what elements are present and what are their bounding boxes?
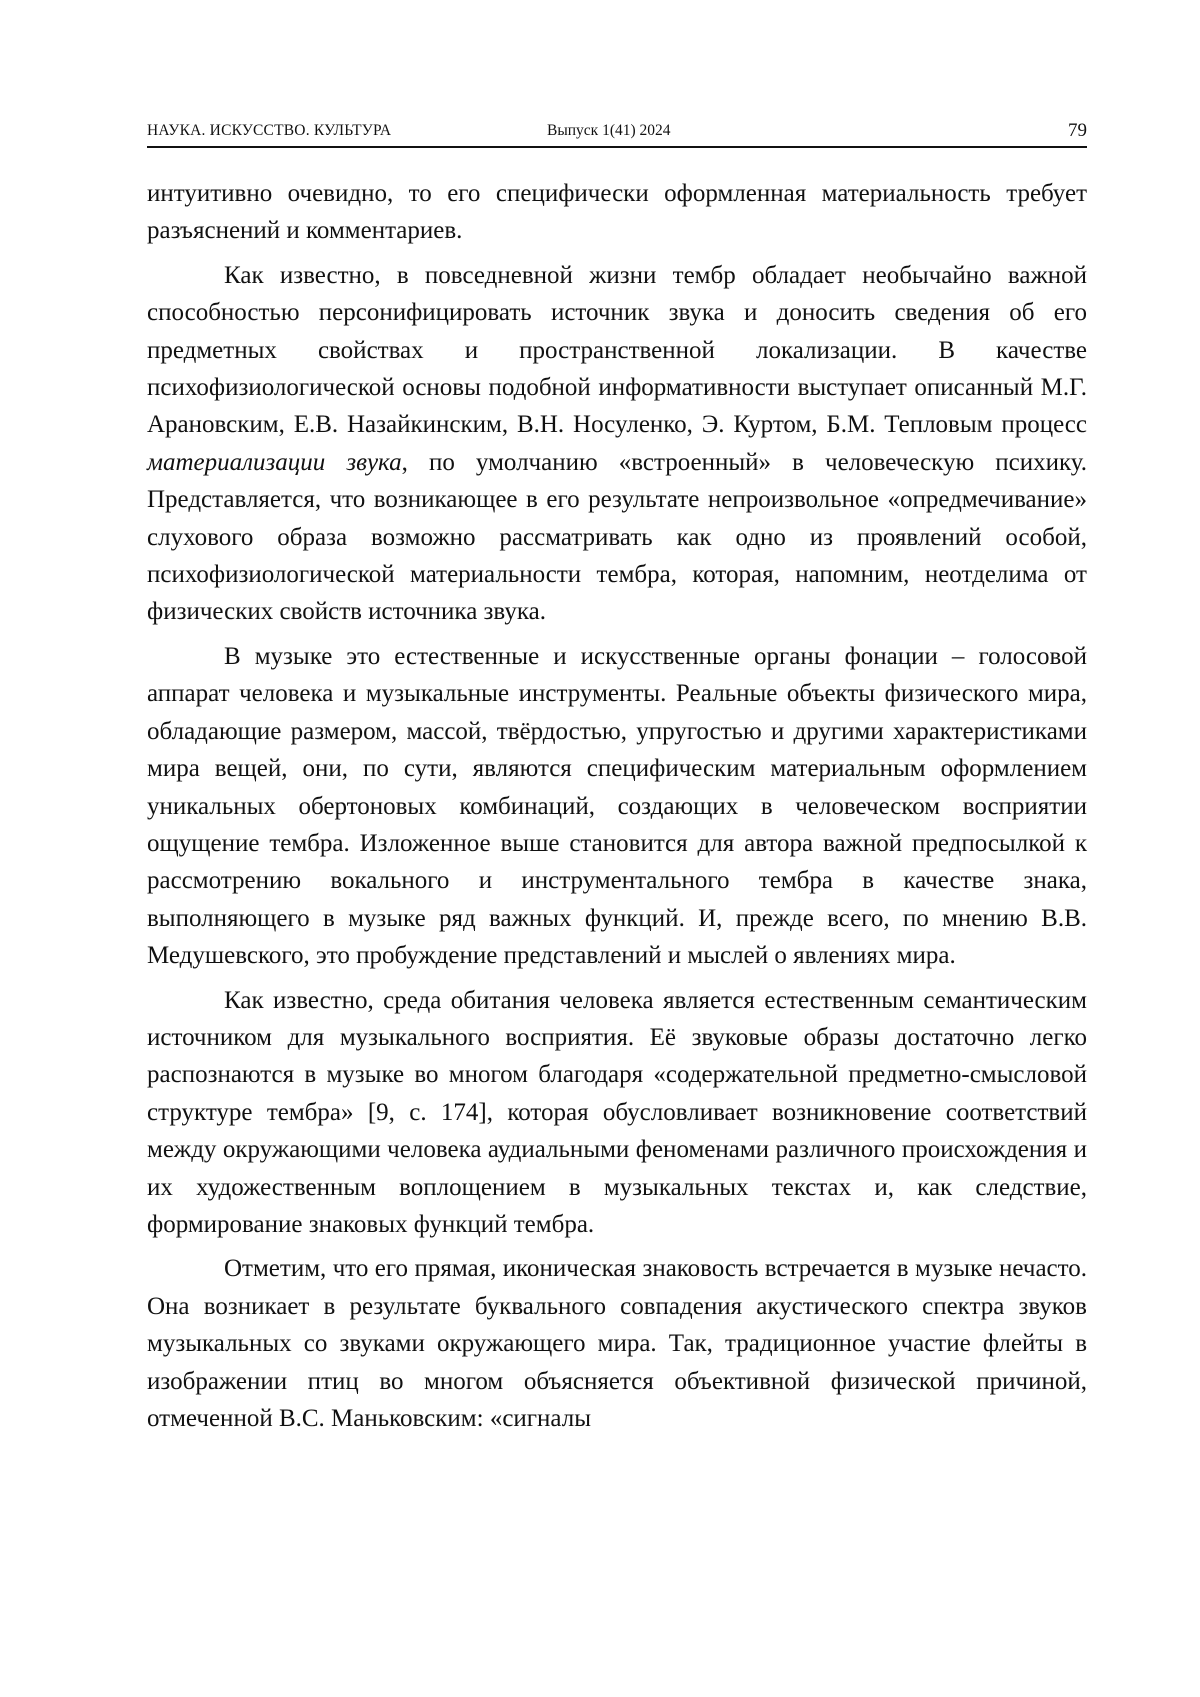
running-header	[147, 116, 1087, 148]
journal-title: НАУКА. ИСКУССТВО. КУЛЬТУРА	[147, 122, 392, 139]
paragraph-1: интуитивно очевидно, то его специфически оформленная материальность требует разъяснений и комментариев.	[147, 180, 1087, 245]
paragraph-2	[147, 257, 1087, 631]
paragraph-2-text-end: , по умолчанию «встроенный» в человеческую психику. Представляется, что возникающее в его результате непроизвольное «опредмечивание» слухового образа возможно рассматривать как одно из проявлений особой, психофизиологической материальности тембра, которая, напомним, неотделима от физических свойств источника звука.	[147, 448, 1087, 626]
paragraph-3: В музыке это естественные и искусственные органы фонации – голосовой аппарат человека и музыкальные инструменты. Реальные объекты физического мира, обладающие размером, массой, твёрдостью, упругостью и другими характеристиками мира вещей, они, по сути, являются специфическим материальным оформлением уникальных обертоновых комбинаций, создающих в человеческом восприятии ощущение тембра. Изложенное выше становится для автора важной предпосылкой к рассмотрению вокального и инструментального тембра в качестве знака, выполняющего в музыке ряд важных функций. И, прежде всего, по мнению В.В. Медушевского, это пробуждение представлений и мыслей о явлениях мира.	[147, 642, 1087, 970]
article-body	[147, 175, 1087, 1437]
paragraph-4: Как известно, среда обитания человека является естественным семантическим источником для музыкального восприятия. Её звуковые образы достаточно легко распознаются в музыке во многом благодаря «содержательной предметно-смысловой структуре тембра» [9, с. 174], которая обусловливает возникновение соответствий между окружающими человека аудиальными феноменами различного происхождения и их художественным воплощением в музыкальных текстах и, как следствие, формирование знаковых функций тембра.	[147, 986, 1087, 1238]
page-number: 79	[1068, 120, 1087, 141]
paragraph-2-text-start: Как известно, в повседневной жизни тембр обладает необычайно важной способностью персонифицировать источник звука и доносить сведения об его предметных свойствах и пространственной локализации. В качестве психофизиологической основы подобной информативности выступает описанный М.Г. Арановским, Е.В. Назайкинским, В.Н. Носуленко, Э. Куртом, Б.М. Тепловым процесс	[147, 261, 1087, 439]
paragraph-2-italic-term: материализации звука	[147, 448, 402, 476]
paragraph-5: Отметим, что его прямая, иконическая знаковость встречается в музыке нечасто. Она возникает в результате буквального совпадения акустического спектра звуков музыкальных со звуками окружающего мира. Так, традиционное участие флейты в изображении птиц во многом объясняется объективной физической причиной, отмеченной В.С. Маньковским: «сигналы	[147, 1255, 1087, 1432]
issue-label: Выпуск 1(41) 2024	[547, 122, 671, 139]
